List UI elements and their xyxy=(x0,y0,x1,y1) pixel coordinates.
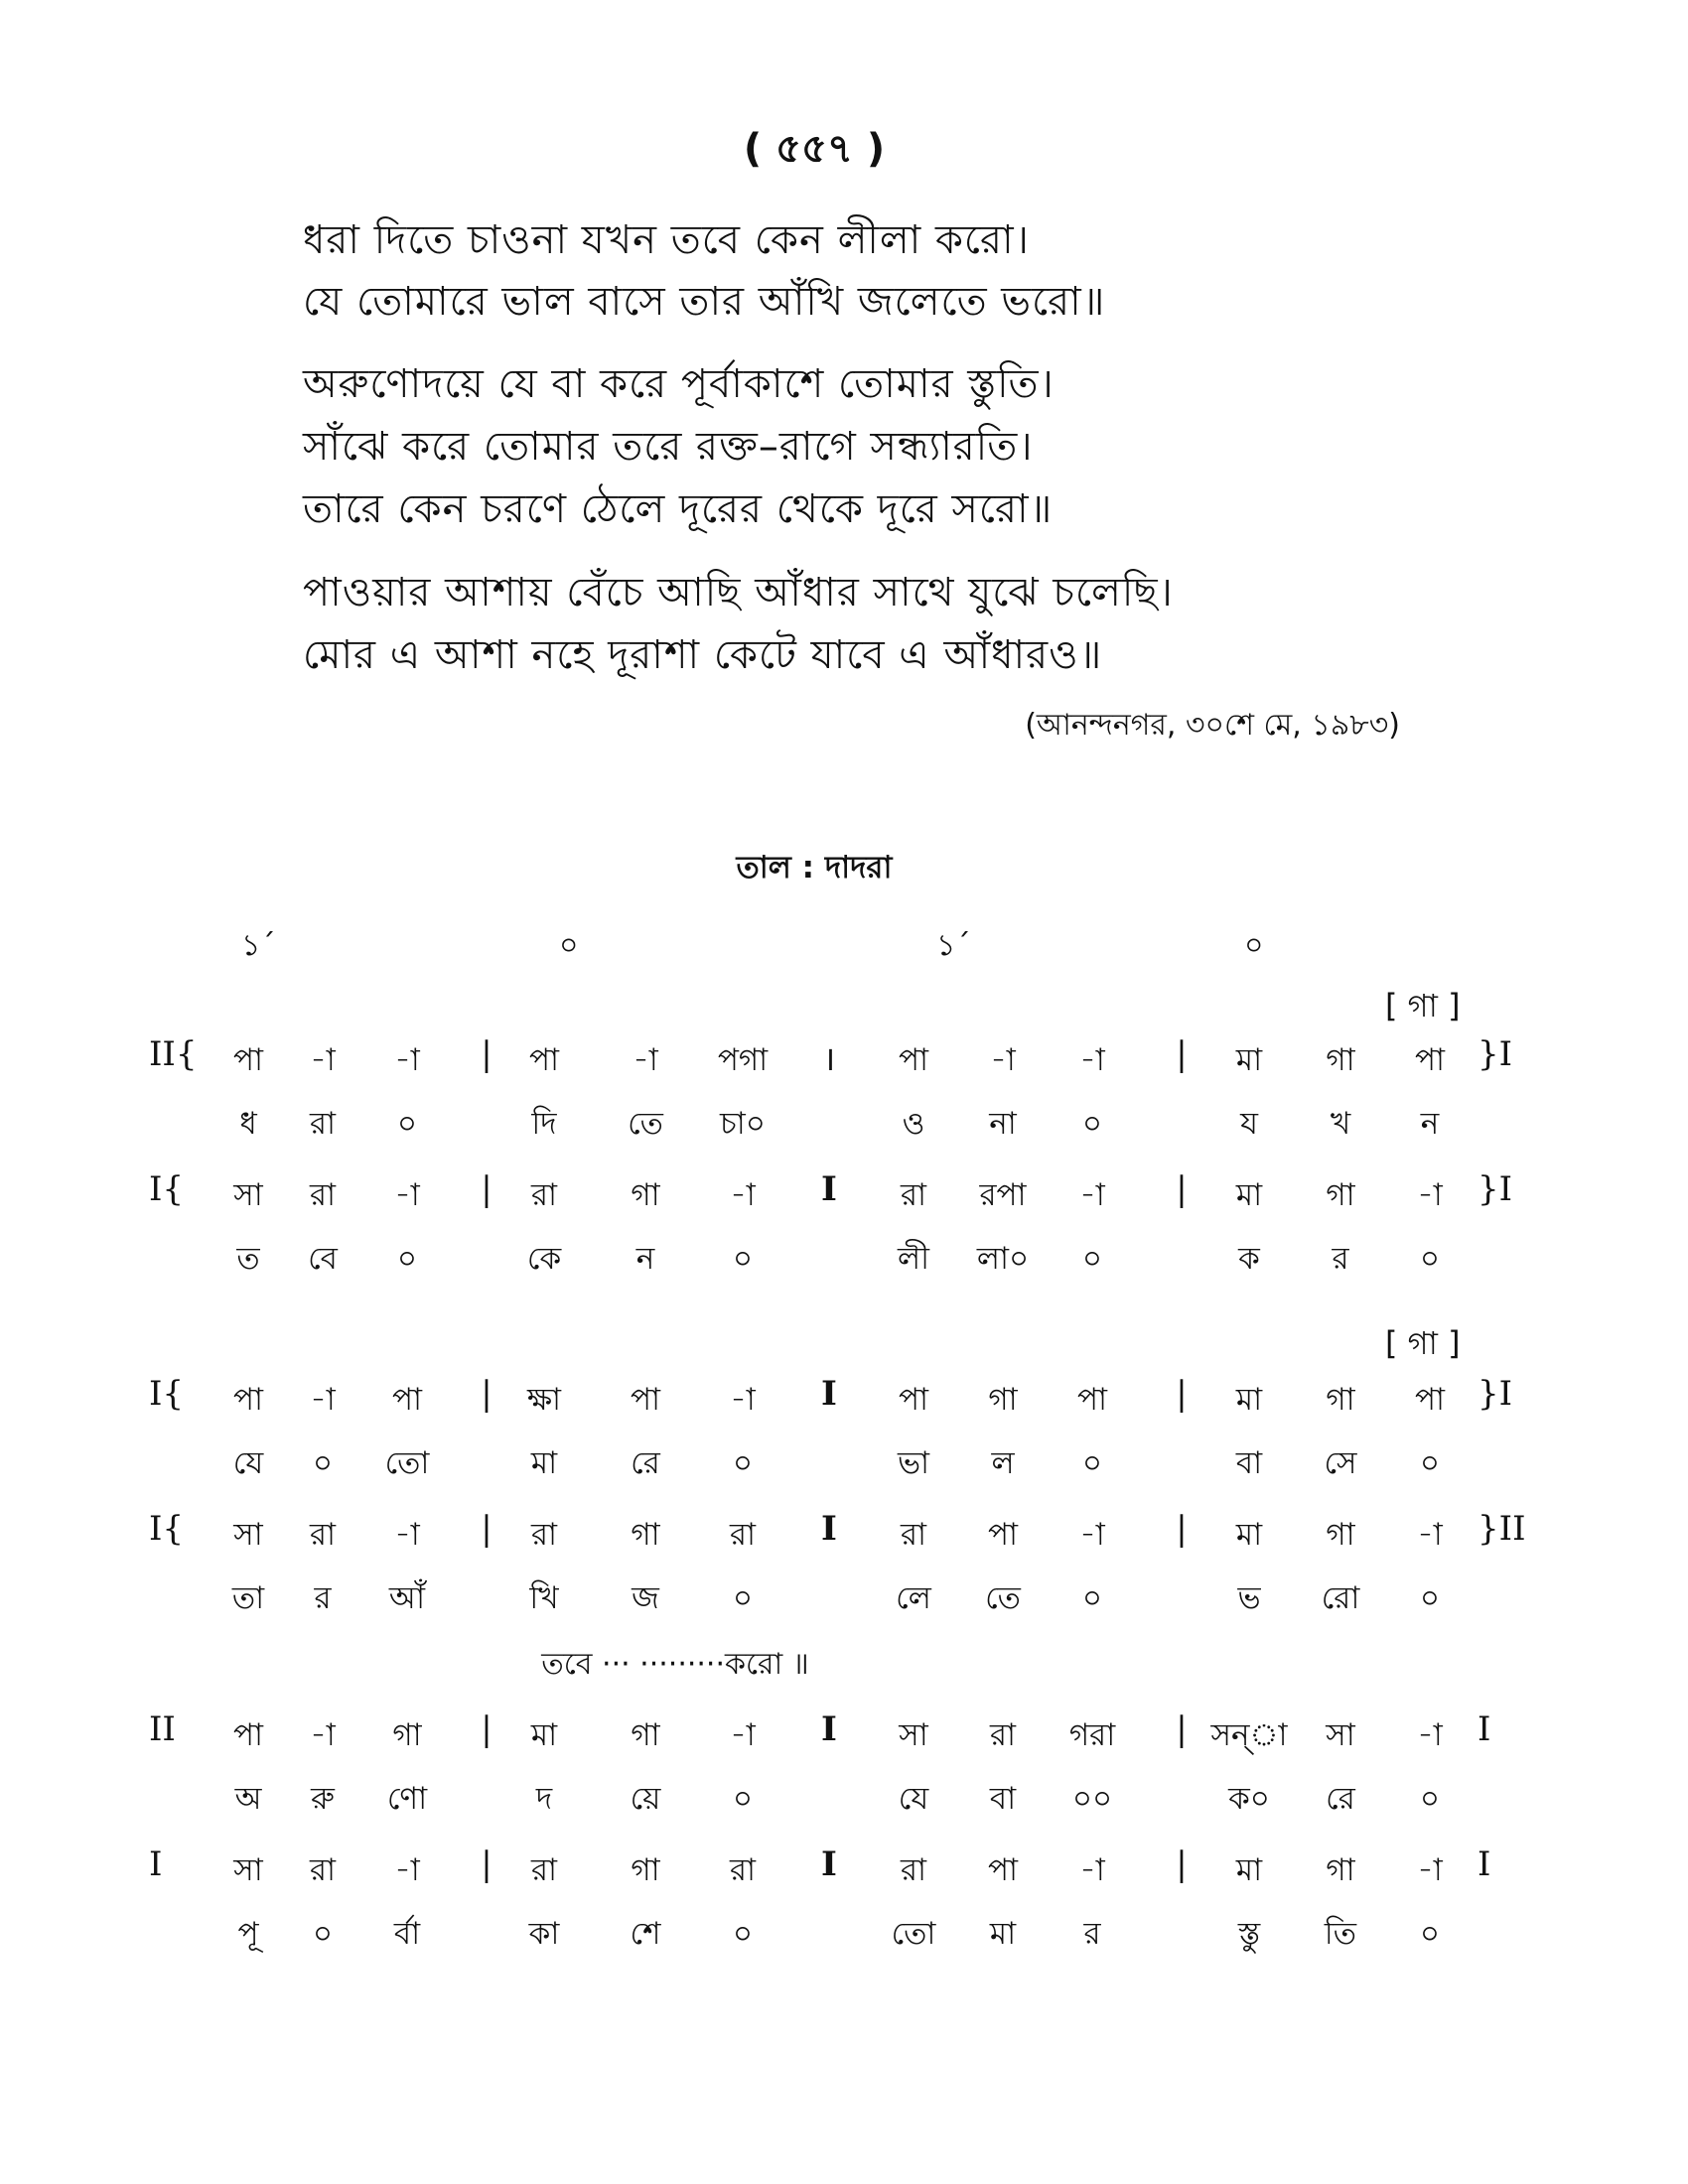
lyric-syllable: ধ xyxy=(239,1106,257,1142)
swara-note: পা xyxy=(391,1382,423,1418)
row-end-mark: I xyxy=(1477,1709,1491,1749)
lyric-syllable: ভা xyxy=(897,1445,930,1481)
lyric-syllable: অ xyxy=(234,1781,262,1817)
row-end-mark: }II xyxy=(1477,1509,1526,1549)
lyric-syllable: ০০ xyxy=(1071,1781,1113,1817)
row-start-mark: I{ xyxy=(149,1169,185,1209)
lyric-syllable: ০ xyxy=(312,1445,334,1481)
lyric-syllable: ০ xyxy=(312,1916,334,1952)
bar-line: | xyxy=(481,1709,492,1749)
swara-note: রা xyxy=(530,1517,558,1553)
swara-note: -া xyxy=(310,1717,336,1753)
lyric-syllable: ০ xyxy=(1081,1106,1103,1142)
lyric-syllable: ক০ xyxy=(1228,1781,1270,1817)
lyric-syllable: মা xyxy=(530,1445,558,1481)
lyric-syllable: ০ xyxy=(1081,1241,1103,1277)
bar-line: I xyxy=(821,1844,837,1884)
swara-note: পা xyxy=(898,1042,929,1078)
swara-note: -া xyxy=(730,1177,756,1213)
beat-mark: ০ xyxy=(1244,928,1264,963)
swara-note: গা xyxy=(1326,1852,1355,1888)
swara-note: -া xyxy=(1417,1517,1443,1553)
poem-line: যে তোমারে ভাল বাসে তার আঁখি জলেতে ভরো॥ xyxy=(303,279,1106,325)
swara-note: রা xyxy=(729,1517,757,1553)
swara-note: পা xyxy=(232,1382,264,1418)
lyric-syllable: মা xyxy=(989,1916,1017,1952)
lyric-syllable: য xyxy=(1240,1106,1258,1142)
bracket-note: [ গা ] xyxy=(1385,987,1461,1024)
bar-line: | xyxy=(481,1509,492,1549)
swara-note: পা xyxy=(1414,1382,1446,1418)
lyric-syllable: ০ xyxy=(396,1241,418,1277)
swara-note: পা xyxy=(987,1852,1019,1888)
swara-note: পগা xyxy=(717,1042,769,1078)
swara-note: -া xyxy=(394,1042,420,1078)
lyric-syllable: ন xyxy=(1420,1106,1440,1142)
lyric-syllable: ০ xyxy=(396,1106,418,1142)
lyric-syllable: বা xyxy=(989,1781,1017,1817)
lyric-syllable: ০ xyxy=(1081,1445,1103,1481)
swara-note: -া xyxy=(394,1852,420,1888)
lyric-syllable: তে xyxy=(628,1106,663,1142)
swara-note: গা xyxy=(631,1717,660,1753)
swara-note: -া xyxy=(1417,1717,1443,1753)
swara-note: সা xyxy=(233,1852,263,1888)
lyric-syllable: ০ xyxy=(1419,1445,1441,1481)
lyric-syllable: ণো xyxy=(386,1781,428,1817)
lyric-syllable: ন xyxy=(635,1241,655,1277)
lyric-syllable: কে xyxy=(526,1241,562,1277)
lyric-syllable: ০ xyxy=(732,1781,754,1817)
lyric-syllable: দ xyxy=(535,1781,553,1817)
swara-note: -া xyxy=(730,1382,756,1418)
lyric-syllable: ০ xyxy=(1419,1916,1441,1952)
swara-note: -া xyxy=(1079,1177,1105,1213)
swara-note: গা xyxy=(631,1517,660,1553)
swara-note: রা xyxy=(989,1717,1017,1753)
swara-note: সা xyxy=(899,1717,928,1753)
row-start-mark: I{ xyxy=(149,1374,185,1414)
lyric-syllable: র xyxy=(1083,1916,1101,1952)
lyric-syllable: ত xyxy=(236,1241,260,1277)
swara-note: রা xyxy=(900,1852,927,1888)
lyric-syllable: রো xyxy=(1321,1580,1360,1616)
lyric-syllable: শে xyxy=(630,1916,661,1952)
row-start-mark: I xyxy=(149,1844,163,1884)
lyric-syllable: চা০ xyxy=(720,1106,766,1142)
lyric-syllable: তো xyxy=(891,1916,936,1952)
bar-line: I xyxy=(821,1374,837,1414)
row-end-mark: }I xyxy=(1477,1034,1513,1074)
lyric-syllable: রু xyxy=(311,1781,335,1817)
swara-note: পা xyxy=(987,1517,1019,1553)
swara-note: রপা xyxy=(979,1177,1027,1213)
bar-line: | xyxy=(1176,1374,1188,1414)
swara-note: গা xyxy=(392,1717,422,1753)
swara-note: -া xyxy=(730,1717,756,1753)
swara-note: পা xyxy=(898,1382,929,1418)
tala-heading: তাল : দাদরা xyxy=(736,850,893,886)
lyric-syllable: ক xyxy=(1238,1241,1260,1277)
lyric-syllable: রা xyxy=(309,1106,337,1142)
lyric-syllable: য়ে xyxy=(630,1781,661,1817)
row-start-mark: I{ xyxy=(149,1509,185,1549)
lyric-syllable: খি xyxy=(529,1580,559,1616)
lyric-syllable: ০ xyxy=(1419,1241,1441,1277)
lyric-syllable: যে xyxy=(232,1445,264,1481)
swara-note: সা xyxy=(233,1517,263,1553)
swara-note: -া xyxy=(1079,1517,1105,1553)
swara-note: -া xyxy=(394,1177,420,1213)
beat-mark: ১´ xyxy=(241,928,276,963)
bar-line: | xyxy=(1176,1169,1188,1209)
poem-line: অরুণোদয়ে যে বা করে পূর্বাকাশে তোমার স্তুতি। xyxy=(303,361,1055,407)
swara-note: মা xyxy=(1235,1042,1263,1078)
swara-note: পা xyxy=(232,1717,264,1753)
swara-note: রা xyxy=(900,1177,927,1213)
poem-line: মোর এ আশা নহে দূরাশা কেটে যাবে এ আঁধারও॥ xyxy=(303,632,1103,678)
lyric-syllable: ০ xyxy=(1419,1781,1441,1817)
swara-note: রা xyxy=(530,1177,558,1213)
lyric-syllable: ০ xyxy=(732,1916,754,1952)
swara-note: মা xyxy=(530,1717,558,1753)
lyric-syllable: পূ xyxy=(237,1916,259,1952)
date-line: (আনন্দনগর, ৩০শে মে, ১৯৮৩) xyxy=(1025,708,1400,743)
bar-line: | xyxy=(481,1169,492,1209)
refrain-line: তবে ··· ·········করো ॥ xyxy=(541,1647,809,1682)
row-end-mark: }I xyxy=(1477,1374,1513,1414)
row-end-mark: I xyxy=(1477,1844,1491,1884)
swara-note: গা xyxy=(1326,1382,1355,1418)
lyric-syllable: সে xyxy=(1324,1445,1357,1481)
lyric-syllable: ০ xyxy=(732,1580,754,1616)
bar-line: | xyxy=(481,1034,492,1074)
bar-line: I xyxy=(821,1709,837,1749)
lyric-syllable: র xyxy=(314,1580,332,1616)
lyric-syllable: আঁ xyxy=(388,1580,426,1616)
swara-note: রা xyxy=(309,1177,337,1213)
lyric-syllable: লে xyxy=(896,1580,931,1616)
bar-line: | xyxy=(1176,1709,1188,1749)
swara-note: -া xyxy=(1079,1852,1105,1888)
bar-line: | xyxy=(1176,1509,1188,1549)
swara-note: সা xyxy=(1326,1717,1355,1753)
lyric-syllable: ভ xyxy=(1237,1580,1261,1616)
lyric-syllable: রে xyxy=(1326,1781,1355,1817)
lyric-syllable: রে xyxy=(631,1445,660,1481)
lyric-syllable: ০ xyxy=(1081,1580,1103,1616)
swara-note: -া xyxy=(394,1517,420,1553)
swara-note: মা xyxy=(1235,1852,1263,1888)
swara-note: রা xyxy=(900,1517,927,1553)
poem-line: পাওয়ার আশায় বেঁচে আছি আঁধার সাথে যুঝে চলেছি। xyxy=(303,570,1174,615)
lyric-syllable: ০ xyxy=(732,1241,754,1277)
lyric-syllable: বা xyxy=(1235,1445,1263,1481)
swara-note: পা xyxy=(630,1382,661,1418)
swara-note: রা xyxy=(729,1852,757,1888)
lyric-syllable: তা xyxy=(231,1580,265,1616)
beat-mark: ১´ xyxy=(936,928,971,963)
lyric-syllable: ০ xyxy=(732,1445,754,1481)
swara-note: গরা xyxy=(1068,1717,1116,1753)
swara-note: ক্ষা xyxy=(526,1382,562,1418)
page-number: ( ৫৫৭ ) xyxy=(743,126,886,172)
lyric-syllable: না xyxy=(989,1106,1017,1142)
swara-note: সা xyxy=(233,1177,263,1213)
swara-note: পা xyxy=(528,1042,560,1078)
lyric-syllable: র xyxy=(1332,1241,1349,1277)
bar-line: | xyxy=(1176,1034,1188,1074)
swara-note: গা xyxy=(988,1382,1018,1418)
bar-line: । xyxy=(822,1039,836,1079)
swara-note: সন্া xyxy=(1210,1717,1288,1753)
lyric-syllable: স্তু xyxy=(1237,1916,1261,1952)
lyric-syllable: তো xyxy=(384,1445,430,1481)
lyric-syllable: লা০ xyxy=(976,1241,1030,1277)
bar-line: I xyxy=(821,1509,837,1549)
swara-note: পা xyxy=(232,1042,264,1078)
lyric-syllable: তে xyxy=(985,1580,1021,1616)
poem-line: ধরা দিতে চাওনা যখন তবে কেন লীলা করো। xyxy=(303,217,1030,263)
swara-note: পা xyxy=(1076,1382,1108,1418)
swara-note: রা xyxy=(309,1852,337,1888)
swara-note: -া xyxy=(633,1042,658,1078)
swara-note: মা xyxy=(1235,1382,1263,1418)
swara-note: -া xyxy=(1079,1042,1105,1078)
lyric-syllable: খ xyxy=(1330,1106,1351,1142)
lyric-syllable: বে xyxy=(308,1241,338,1277)
lyric-syllable: কা xyxy=(528,1916,560,1952)
swara-note: গা xyxy=(631,1852,660,1888)
swara-note: রা xyxy=(530,1852,558,1888)
lyric-syllable: ০ xyxy=(1419,1580,1441,1616)
lyric-syllable: ও xyxy=(902,1106,925,1142)
bracket-note: [ গা ] xyxy=(1385,1324,1461,1362)
row-start-mark: II xyxy=(149,1709,176,1749)
swara-note: -া xyxy=(1417,1852,1443,1888)
swara-note: গা xyxy=(1326,1042,1355,1078)
swara-note: মা xyxy=(1235,1517,1263,1553)
swara-note: -া xyxy=(310,1042,336,1078)
row-end-mark: }I xyxy=(1477,1169,1513,1209)
poem-line: সাঁঝে করে তোমার তরে রক্ত–রাগে সন্ধ্যারতি। xyxy=(303,424,1034,470)
beat-mark: ০ xyxy=(559,928,579,963)
bar-line: I xyxy=(821,1169,837,1209)
swara-note: গা xyxy=(631,1177,660,1213)
swara-note: -া xyxy=(990,1042,1016,1078)
poem-line: তারে কেন চরণে ঠেলে দূরের থেকে দূরে সরো॥ xyxy=(303,486,1054,532)
swara-note: মা xyxy=(1235,1177,1263,1213)
lyric-syllable: যে xyxy=(898,1781,929,1817)
lyric-syllable: জ xyxy=(632,1580,659,1616)
row-start-mark: II{ xyxy=(149,1034,198,1074)
lyric-syllable: ল xyxy=(991,1445,1015,1481)
lyric-syllable: লী xyxy=(898,1241,929,1277)
lyric-syllable: র্বা xyxy=(393,1916,421,1952)
swara-note: -া xyxy=(1417,1177,1443,1213)
bar-line: | xyxy=(481,1374,492,1414)
swara-note: পা xyxy=(1414,1042,1446,1078)
swara-note: -া xyxy=(310,1382,336,1418)
lyric-syllable: তি xyxy=(1324,1916,1357,1952)
swara-note: গা xyxy=(1326,1177,1355,1213)
bar-line: | xyxy=(1176,1844,1188,1884)
swara-note: রা xyxy=(309,1517,337,1553)
bar-line: | xyxy=(481,1844,492,1884)
swara-note: গা xyxy=(1326,1517,1355,1553)
lyric-syllable: দি xyxy=(531,1106,557,1142)
